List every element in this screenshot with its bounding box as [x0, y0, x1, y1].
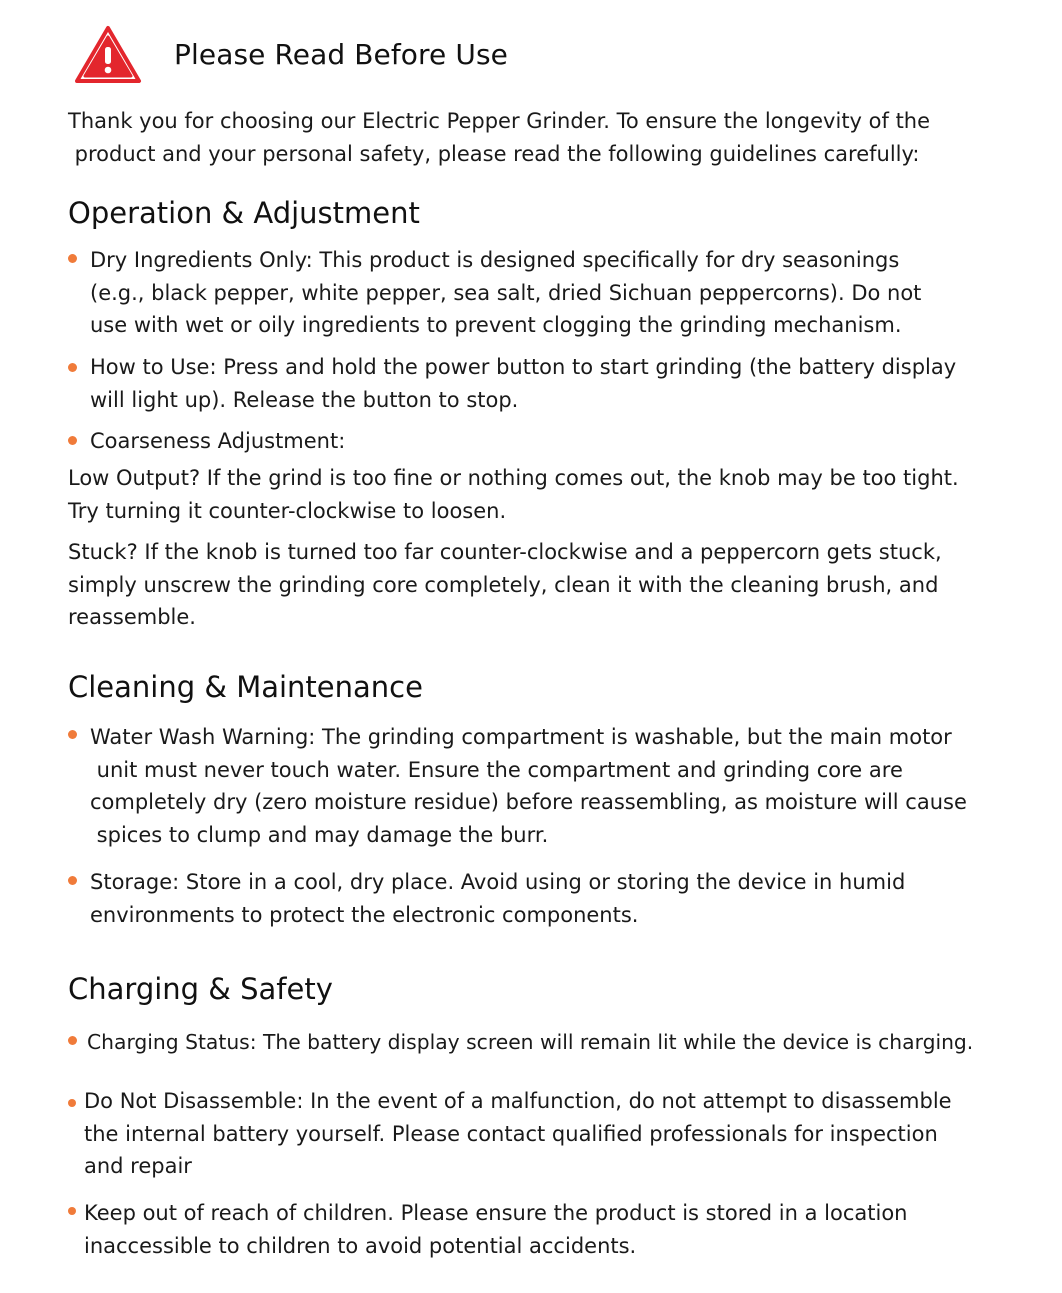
list-item-line: Charging Status: The battery display screen will remain lit while the device is charging. [87, 1030, 974, 1054]
intro-line: product and your personal safety, please read the following guidelines carefully: [68, 141, 920, 166]
list-item-storage [90, 866, 905, 931]
list-item-line: the internal battery yourself. Please contact qualified professionals for inspection [84, 1121, 938, 1146]
bullet-icon [68, 436, 77, 445]
list-item-line: Dry Ingredients Only: This product is designed specifically for dry seasonings [90, 248, 900, 272]
list-item-charging-status [87, 1026, 973, 1059]
paragraph-line: reassemble. [68, 605, 196, 629]
list-item-dry-ingredients [90, 244, 921, 342]
list-item-line: will light up). Release the button to stop. [90, 387, 519, 412]
paragraph-line: Stuck? If the knob is turned too far counter-clockwise and a peppercorn gets stuck, [68, 540, 942, 564]
paragraph-stuck [68, 536, 942, 634]
intro-line: Thank you for choosing our Electric Pepper Grinder. To ensure the longevity of the [68, 109, 931, 133]
list-item-line: unit must never touch water. Ensure the compartment and grinding core are [90, 757, 903, 782]
paragraph-line: Low Output? If the grind is too fine or nothing comes out, the knob may be too tight. [68, 466, 959, 490]
list-item-line: spices to clump and may damage the burr. [90, 822, 549, 847]
list-item-line: Storage: Store in a cool, dry place. Avoid using or storing the device in humid [90, 870, 906, 894]
list-item-line: How to Use: Press and hold the power button to start grinding (the battery display [90, 355, 957, 379]
paragraph-low-output [68, 462, 959, 527]
list-item-water-wash [90, 721, 967, 851]
section-heading-cleaning: Cleaning & Maintenance [68, 670, 423, 704]
paragraph-line: simply unscrew the grinding core completely, clean it with the cleaning brush, and [68, 572, 939, 597]
list-item-line: (e.g., black pepper, white pepper, sea salt, dried Sichuan peppercorns). Do not [90, 280, 922, 305]
bullet-icon [68, 254, 77, 263]
list-item-line: environments to protect the electronic components. [90, 902, 639, 927]
bullet-icon [68, 730, 77, 739]
bullet-icon [68, 1207, 76, 1215]
bullet-icon [68, 876, 77, 885]
list-item-line: Do Not Disassemble: In the event of a malfunction, do not attempt to disassemble [84, 1089, 952, 1113]
page-title: Please Read Before Use [174, 38, 508, 71]
list-item-line: Water Wash Warning: The grinding compartment is washable, but the main motor [90, 725, 952, 749]
section-heading-charging: Charging & Safety [68, 972, 333, 1006]
list-item-how-to-use [90, 351, 956, 416]
list-item-line: use with wet or oily ingredients to prevent clogging the grinding mechanism. [90, 313, 902, 337]
list-item-line: Keep out of reach of children. Please ensure the product is stored in a location [84, 1201, 908, 1225]
bullet-icon [68, 363, 77, 372]
list-item-line: completely dry (zero moisture residue) before reassembling, as moisture will cause [90, 790, 967, 814]
list-item-coarseness [90, 425, 345, 458]
list-item-line: and repair [84, 1154, 192, 1178]
list-item-line: Coarseness Adjustment: [90, 429, 346, 453]
bullet-icon [68, 1036, 77, 1045]
paragraph-line: Try turning it counter-clockwise to loosen. [68, 498, 507, 523]
bullet-icon [68, 1099, 76, 1107]
list-item-line: inaccessible to children to avoid potential accidents. [84, 1233, 637, 1258]
intro-paragraph [68, 105, 1018, 170]
list-item-do-not-disassemble [84, 1085, 952, 1183]
list-item-keep-out-of-reach [84, 1197, 907, 1262]
warning-triangle-icon [74, 25, 142, 85]
section-heading-operation: Operation & Adjustment [68, 196, 420, 230]
